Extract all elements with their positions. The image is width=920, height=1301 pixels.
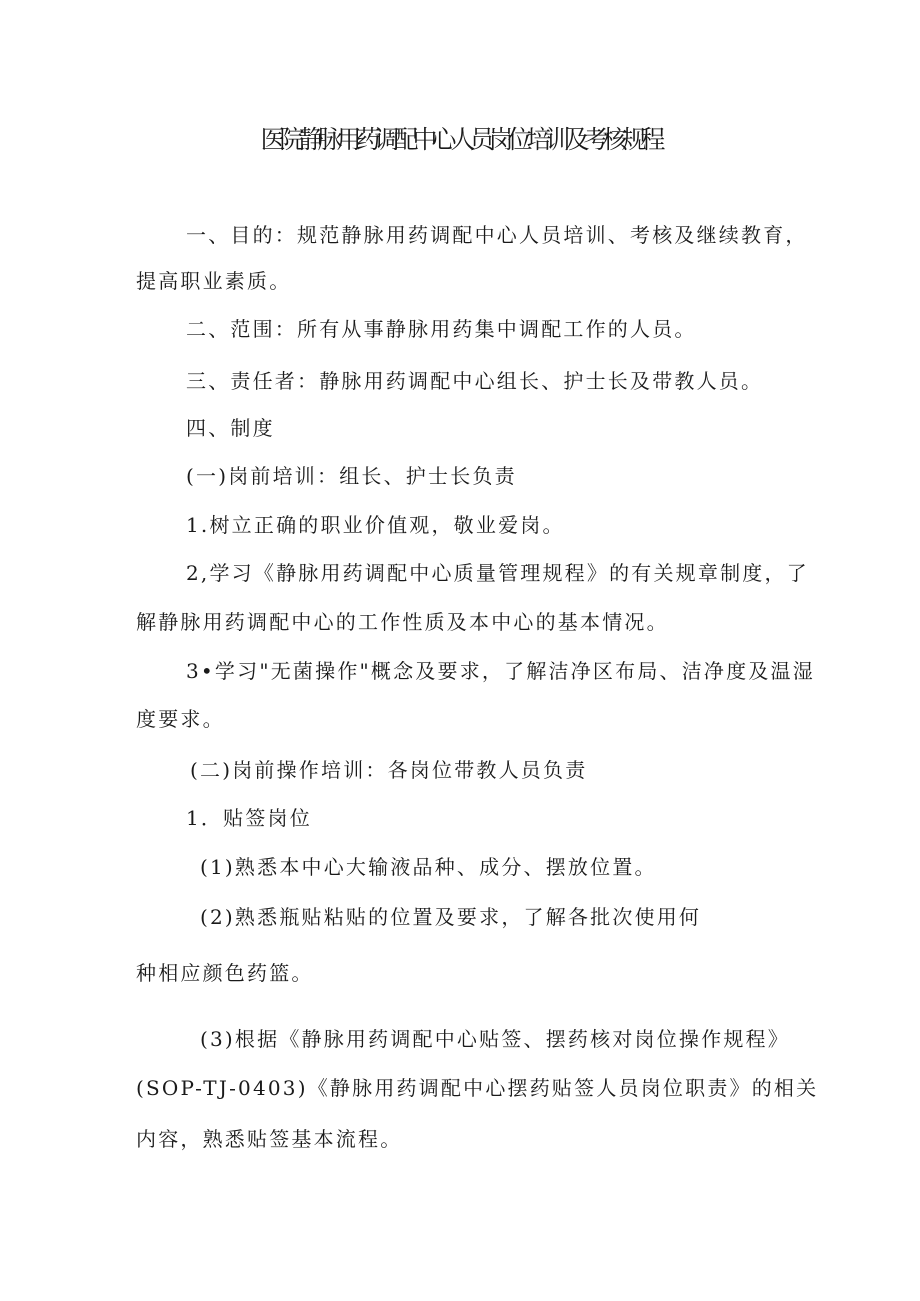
list-item-2-line-2: 解静脉用药调配中心的工作性质及本中心的基本情况。 — [136, 610, 669, 634]
sub-item-2-line-2: 种相应颜色药篮。 — [136, 961, 314, 985]
sub-item-3-line-2: (SOP-TJ-0403)《静脉用药调配中心摆药贴签人员岗位职责》的相关 — [136, 1076, 819, 1100]
paragraph-purpose-line-1: 一、目的：规范静脉用药调配中心人员培训、考核及继续教育， — [186, 223, 808, 247]
list-item-labeling-post: 1．贴签岗位 — [186, 806, 312, 830]
sub-item-2-line-1: (2)熟悉瓶贴粘贴的位置及要求，了解各批次使用何 — [200, 905, 702, 929]
paragraph-responsible: 三、责任者：静脉用药调配中心组长、护士长及带教人员。 — [186, 369, 764, 393]
sub-item-3-line-1: (3)根据《静脉用药调配中心贴签、摆药核对岗位操作规程》 — [200, 1027, 790, 1051]
paragraph-purpose-line-2: 提高职业素质。 — [136, 269, 292, 293]
sub-item-1: (1)熟悉本中心大输液品种、成分、摆放位置。 — [200, 855, 657, 879]
sub-item-3-line-3: 内容，熟悉贴签基本流程。 — [136, 1127, 403, 1151]
paragraph-scope: 二、范围：所有从事静脉用药集中调配工作的人员。 — [186, 317, 697, 341]
section-heading-system: 四、制度 — [186, 416, 275, 440]
list-item-2-line-1: 2,学习《静脉用药调配中心质量管理规程》的有关规章制度，了 — [186, 561, 809, 585]
list-item-3-line-1: 3•学习"无菌操作"概念及要求，了解洁净区布局、洁净度及温湿 — [186, 659, 815, 683]
list-item-3-line-2: 度要求。 — [136, 707, 225, 731]
document-title: 医院静脉用药调配中心人员岗位培训及考核规程 — [260, 125, 660, 154]
subsection-heading-operation-training: (二)岗前操作培训：各岗位带教人员负责 — [190, 758, 588, 782]
subsection-heading-pre-job-training: (一)岗前培训：组长、护士长负责 — [186, 464, 517, 488]
list-item-1: 1.树立正确的职业价值观，敬业爱岗。 — [186, 513, 565, 537]
